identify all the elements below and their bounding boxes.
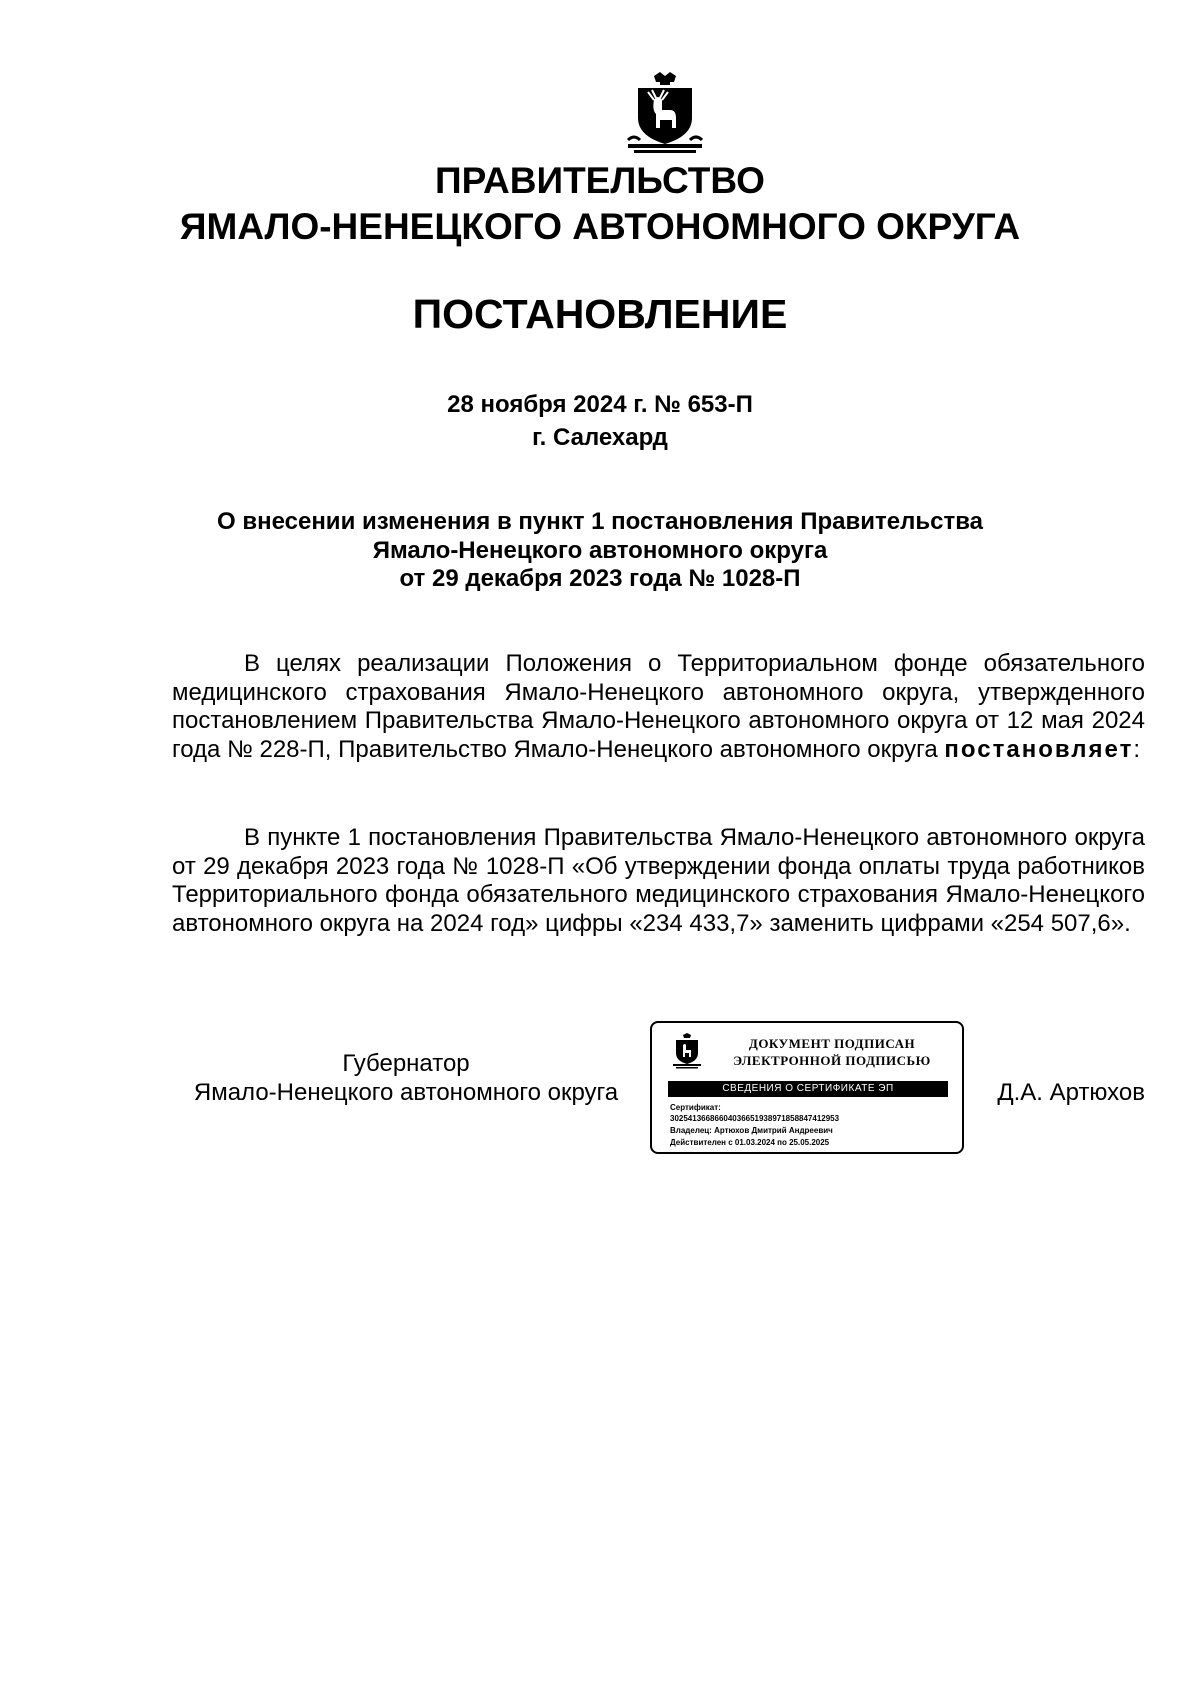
certificate-info-bar: СВЕДЕНИЯ О СЕРТИФИКАТЕ ЭП (668, 1081, 948, 1097)
signatory-position (172, 1050, 640, 1107)
certificate-label: Сертификат: (670, 1103, 721, 1112)
certificate-validity: Действителен с 01.03.2024 по 25.05.2025 (670, 1138, 830, 1147)
subject-line-2: Ямало-Ненецкого автономного округа (372, 536, 828, 564)
subject-line-1: О внесении изменения в пункт 1 постановления Правительства (217, 508, 983, 535)
stamp-title-line-2: ЭЛЕКТРОННОЙ ПОДПИСЬЮ (733, 1053, 931, 1068)
stamp-title (712, 1035, 952, 1069)
government-name (0, 158, 1200, 250)
certificate-owner: Владелец: Артюхов Дмитрий Андреевич (670, 1126, 833, 1135)
stamp-emblem-icon (672, 1033, 702, 1069)
document-date-number: 28 ноября 2024 г. № 653-П (447, 391, 753, 418)
subject-line-3: от 29 декабря 2023 года № 1028-П (399, 565, 801, 592)
electronic-signature-stamp (650, 1021, 964, 1154)
signatory-name: Д.А. Артюхов (997, 1079, 1145, 1106)
coat-of-arms-emblem (624, 70, 706, 156)
certificate-serial: 30254136686604036651938971858847412953 (670, 1114, 840, 1123)
document-city: г. Салехард (532, 424, 668, 451)
government-line-1: ПРАВИТЕЛЬСТВО (435, 160, 765, 201)
signatory-position-line-2: Ямало-Ненецкого автономного округа (193, 1078, 619, 1106)
body-paragraph-2: В пункте 1 постановления Правительства Ямало-Ненецкого автономного округа от 29 декабря 2023 года № 1028-П «Об утверждении фонда оплаты труда работников Территориального фонда обязательного медицинского страхования Ямало-Ненецкого автономного округа на 2024 год» цифры «234 433,7» заменить цифрами «254 507,6». (172, 824, 1145, 937)
signatory-position-line-1: Губернатор (342, 1050, 470, 1077)
paragraph-1-end: : (1133, 735, 1140, 763)
stamp-title-line-1: ДОКУМЕНТ ПОДПИСАН (748, 1036, 916, 1051)
body-paragraph-1 (172, 650, 1145, 764)
document-subject (160, 508, 1040, 594)
resolution-keyword: постановляет (944, 735, 1134, 763)
paragraph-1-text: В целях реализации Положения о Территориальном фонде обязательного медицинского страхования Ямало-Ненецкого автономного округа, утвержденного постановлением Правительства Ямало-Ненецкого автономного округа от 12 мая 2024 года № 228-П, Правительство Ямало-Ненецкого автономного округа (172, 650, 1145, 763)
document-type: ПОСТАНОВЛЕНИЕ (412, 291, 788, 337)
government-line-2: ЯМАЛО-НЕНЕЦКОГО АВТОНОМНОГО ОКРУГА (179, 206, 1021, 247)
